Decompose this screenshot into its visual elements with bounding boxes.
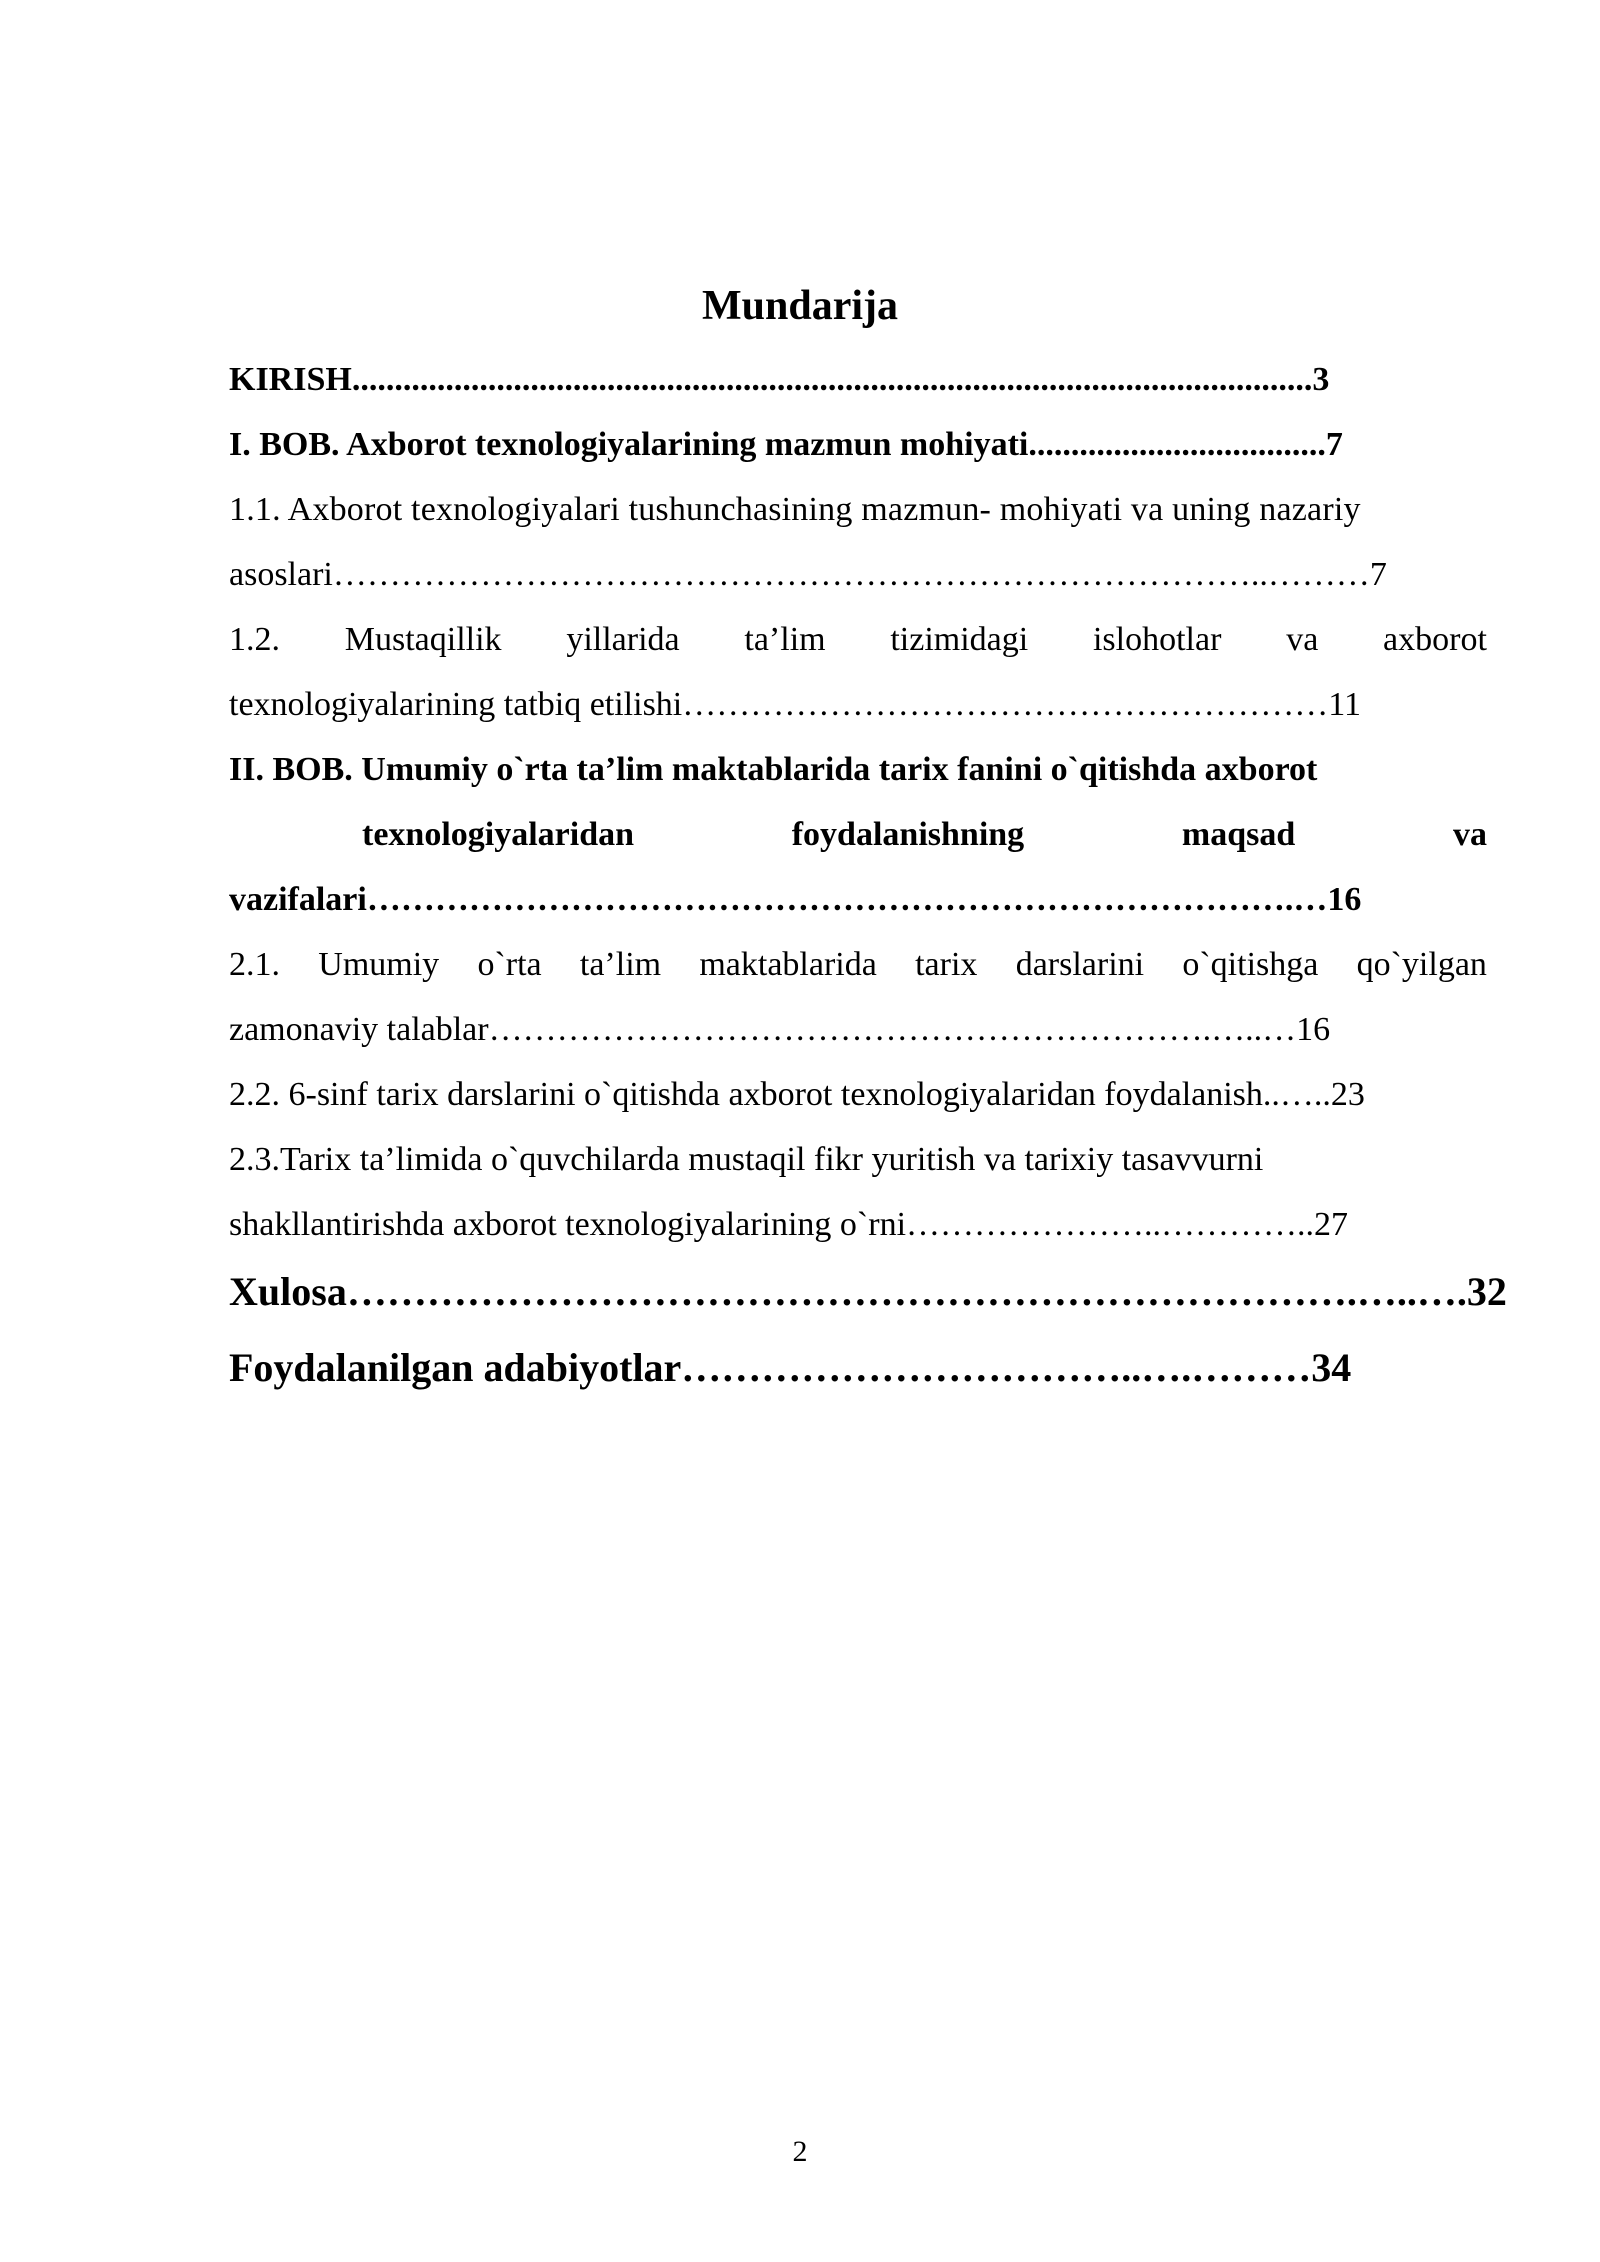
toc-word: axborot <box>1383 621 1487 658</box>
toc-word: Umumiy <box>318 946 440 983</box>
page-title: Mundarija <box>701 283 898 329</box>
toc-entry-2-3-line2: shakllantirishda axborot texnologiyalarining o`rni…………………..…………..27 <box>229 1206 1349 1243</box>
toc-entry-2-1-line1 <box>229 937 1487 993</box>
toc-entry-1-2-line2: texnologiyalarining tatbiq etilishi…………………………………………………11 <box>229 686 1361 723</box>
toc-word: foydalanishning <box>791 816 1025 853</box>
toc-word: Mustaqillik <box>344 621 502 658</box>
toc-entry-2-2: 2.2. 6-sinf tarix darslarini o`qitishda axborot texnologiyalaridan foydalanish..…..23 <box>229 1076 1365 1113</box>
toc-entry-bob2-line2 <box>362 807 1487 863</box>
toc-word: qo`yilgan <box>1356 946 1487 983</box>
toc-word: o`rta <box>477 946 542 983</box>
toc-word: texnologiyalaridan <box>362 816 635 853</box>
toc-entry-bob2-line1: II. BOB. Umumiy o`rta ta’lim maktablarida tarix fanini o`qitishda axborot <box>229 751 1318 788</box>
toc-word: maktablarida <box>699 946 877 983</box>
toc-entry-adabiyotlar: Foydalanilgan adabiyotlar……………………………..….………34 <box>229 1345 1352 1390</box>
toc-word: va <box>1452 816 1487 853</box>
toc-entry-bob2-line3: vazifalari……………………………………………………………………….…16 <box>229 881 1362 918</box>
toc-word: islohotlar <box>1092 621 1222 658</box>
toc-word: tizimidagi <box>890 621 1029 658</box>
toc-entry-1-2-line1 <box>229 612 1487 668</box>
toc-word: tarix <box>915 946 978 983</box>
toc-entry-2-1-line2: zamonaviy talablar……………………………………………………….…..…16 <box>229 1011 1331 1048</box>
toc-word: yillarida <box>566 621 680 658</box>
toc-entry-kirish: KIRISH.................................................................................................................3 <box>229 361 1330 398</box>
toc-word: ta’lim <box>744 621 826 658</box>
toc-word: 2.1. <box>229 946 280 983</box>
toc-entry-bob1: I. BOB. Axborot texnologiyalarining mazmun mohiyati...................................7 <box>229 426 1343 463</box>
toc-word: va <box>1286 621 1319 658</box>
toc-entry-1-1-line2: asoslari………………………………………………………………………..………7 <box>229 556 1387 593</box>
toc-word: 1.2. <box>229 621 280 658</box>
toc-word: maqsad <box>1181 816 1296 853</box>
page-number: 2 <box>792 2135 808 2168</box>
toc-entry-2-3-line1: 2.3.Tarix ta’limida o`quvchilarda mustaqil fikr yuritish va tarixiy tasavvurni <box>229 1141 1264 1178</box>
toc-entry-xulosa: Xulosa………………………………………………………………….…..….32 <box>229 1269 1507 1314</box>
toc-word: darslarini <box>1015 946 1145 983</box>
toc-word: o`qitishga <box>1182 946 1319 983</box>
toc-entry-1-1-line1: 1.1. Axborot texnologiyalari tushunchasining mazmun- mohiyati va uning nazariy <box>229 491 1361 528</box>
toc-word: ta’lim <box>579 946 662 983</box>
